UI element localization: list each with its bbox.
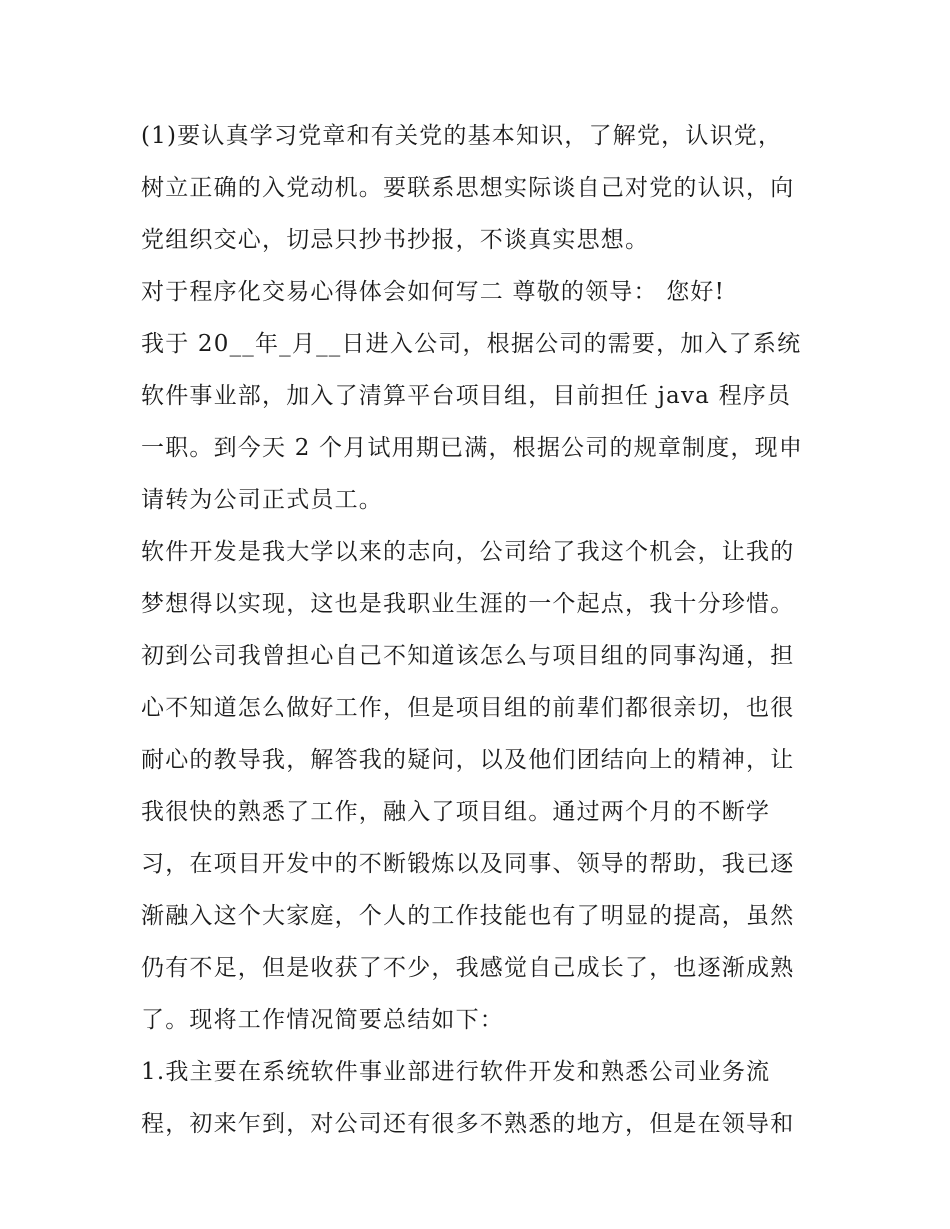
text-line: 1.我主要在系统软件事业部进行软件开发和熟悉公司业务流 bbox=[141, 1059, 771, 1085]
text-line: 我很快的熟悉了工作，融入了项目组。通过两个月的不断学 bbox=[141, 799, 771, 825]
text-line: 软件开发是我大学以来的志向，公司给了我这个机会，让我的 bbox=[141, 539, 795, 565]
text-line: 程，初来乍到，对公司还有很多不熟悉的地方，但是在领导和 bbox=[141, 1111, 795, 1137]
text-line: 梦想得以实现，这也是我职业生涯的一个起点，我十分珍惜。 bbox=[141, 591, 795, 617]
text-line: (1)要认真学习党章和有关党的基本知识，了解党，认识党， bbox=[141, 123, 783, 149]
text-line: 初到公司我曾担心自己不知道该怎么与项目组的同事沟通，担 bbox=[141, 643, 795, 669]
text-line: 党组织交心，切忌只抄书抄报，不谈真实思想。 bbox=[141, 227, 650, 253]
text-line: 习，在项目开发中的不断锻炼以及同事、领导的帮助，我已逐 bbox=[141, 851, 795, 877]
text-line: 渐融入这个大家庭，个人的工作技能也有了明显的提高，虽然 bbox=[141, 903, 795, 929]
text-line: 请转为公司正式员工。 bbox=[141, 487, 383, 513]
text-line: 软件事业部，加入了清算平台项目组，目前担任 java 程序员 bbox=[141, 383, 792, 409]
document-body bbox=[141, 110, 821, 1150]
text-line: 仍有不足，但是收获了不少，我感觉自己成长了，也逐渐成熟 bbox=[141, 955, 795, 981]
text-line: 心不知道怎么做好工作，但是项目组的前辈们都很亲切，也很 bbox=[141, 695, 795, 721]
text-line: 对于程序化交易心得体会如何写二 尊敬的领导： 您好! bbox=[141, 279, 726, 305]
text-line: 我于 20__年_月__日进入公司，根据公司的需要，加入了系统 bbox=[141, 331, 802, 357]
text-line: 树立正确的入党动机。要联系思想实际谈自己对党的认识，向 bbox=[141, 175, 795, 201]
text-line: 耐心的教导我，解答我的疑问，以及他们团结向上的精神，让 bbox=[141, 747, 795, 773]
text-line: 一职。到今天 2 个月试用期已满，根据公司的规章制度，现申 bbox=[141, 435, 804, 461]
text-line: 了。现将工作情况简要总结如下： bbox=[141, 1007, 504, 1033]
